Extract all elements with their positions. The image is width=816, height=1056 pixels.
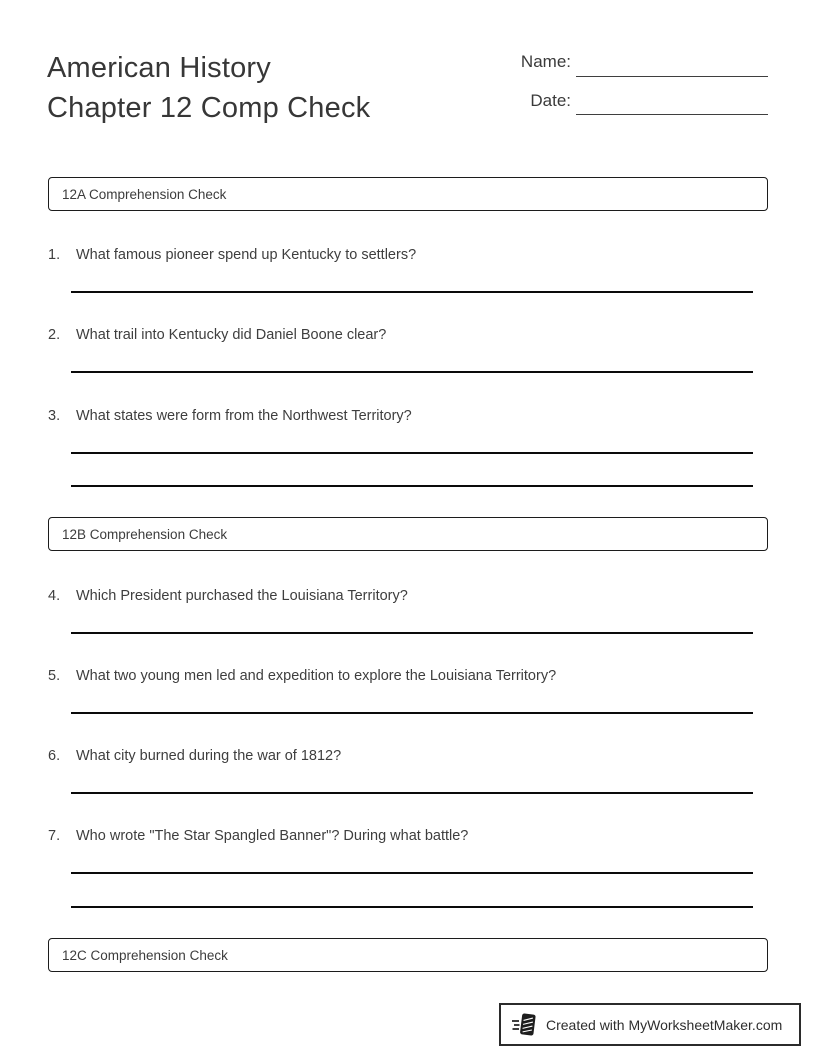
question-7-answer-line-1 [71, 872, 753, 874]
section-header-12c [48, 938, 768, 972]
name-blank-line [576, 76, 768, 77]
question-6-number: 6. [48, 748, 61, 764]
question-2-text: What trail into Kentucky did Daniel Boone clear? [76, 327, 387, 343]
question-1 [48, 245, 754, 265]
question-3-answer-line-1 [71, 452, 753, 454]
section-header-12b [48, 517, 768, 551]
question-1-number: 1. [48, 247, 61, 263]
question-4 [48, 586, 754, 606]
question-3 [48, 406, 754, 426]
question-2 [48, 325, 754, 345]
credit-badge [499, 1003, 801, 1046]
question-4-number: 4. [48, 588, 61, 604]
question-2-answer-line [71, 371, 753, 373]
question-5-number: 5. [48, 668, 61, 684]
date-blank-line [576, 114, 768, 115]
section-header-12c-label: 12C Comprehension Check [62, 947, 228, 963]
section-header-12b-label: 12B Comprehension Check [62, 526, 228, 542]
question-6-answer-line [71, 792, 753, 794]
question-6-text: What city burned during the war of 1812? [76, 748, 342, 764]
question-7 [48, 826, 754, 846]
page-title [47, 48, 370, 128]
question-6 [48, 746, 754, 766]
question-1-text: What famous pioneer spend up Kentucky to settlers? [76, 247, 417, 263]
question-3-text: What states were form from the Northwest Territory? [76, 408, 412, 424]
section-header-12a [48, 177, 768, 211]
name-label: Name: [520, 52, 571, 71]
question-1-answer-line [71, 291, 753, 293]
question-7-number: 7. [48, 828, 61, 844]
date-label: Date: [530, 91, 571, 110]
page-title-line1: American History [47, 52, 271, 84]
section-header-12a-label: 12A Comprehension Check [62, 186, 227, 202]
question-5-text: What two young men led and expedition to explore the Louisiana Territory? [76, 668, 557, 684]
question-3-number: 3. [48, 408, 61, 424]
question-5 [48, 666, 754, 686]
myworksheetmaker-logo-icon [511, 1010, 539, 1040]
credit-text: Created with MyWorksheetMaker.com [546, 1016, 783, 1033]
question-5-answer-line [71, 712, 753, 714]
question-3-answer-line-2 [71, 485, 753, 487]
question-4-text: Which President purchased the Louisiana Territory? [76, 588, 408, 604]
question-4-answer-line [71, 632, 753, 634]
question-2-number: 2. [48, 327, 61, 343]
page-title-line2: Chapter 12 Comp Check [47, 92, 371, 124]
question-7-text: Who wrote "The Star Spangled Banner"? During what battle? [76, 828, 469, 844]
question-7-answer-line-2 [71, 906, 753, 908]
